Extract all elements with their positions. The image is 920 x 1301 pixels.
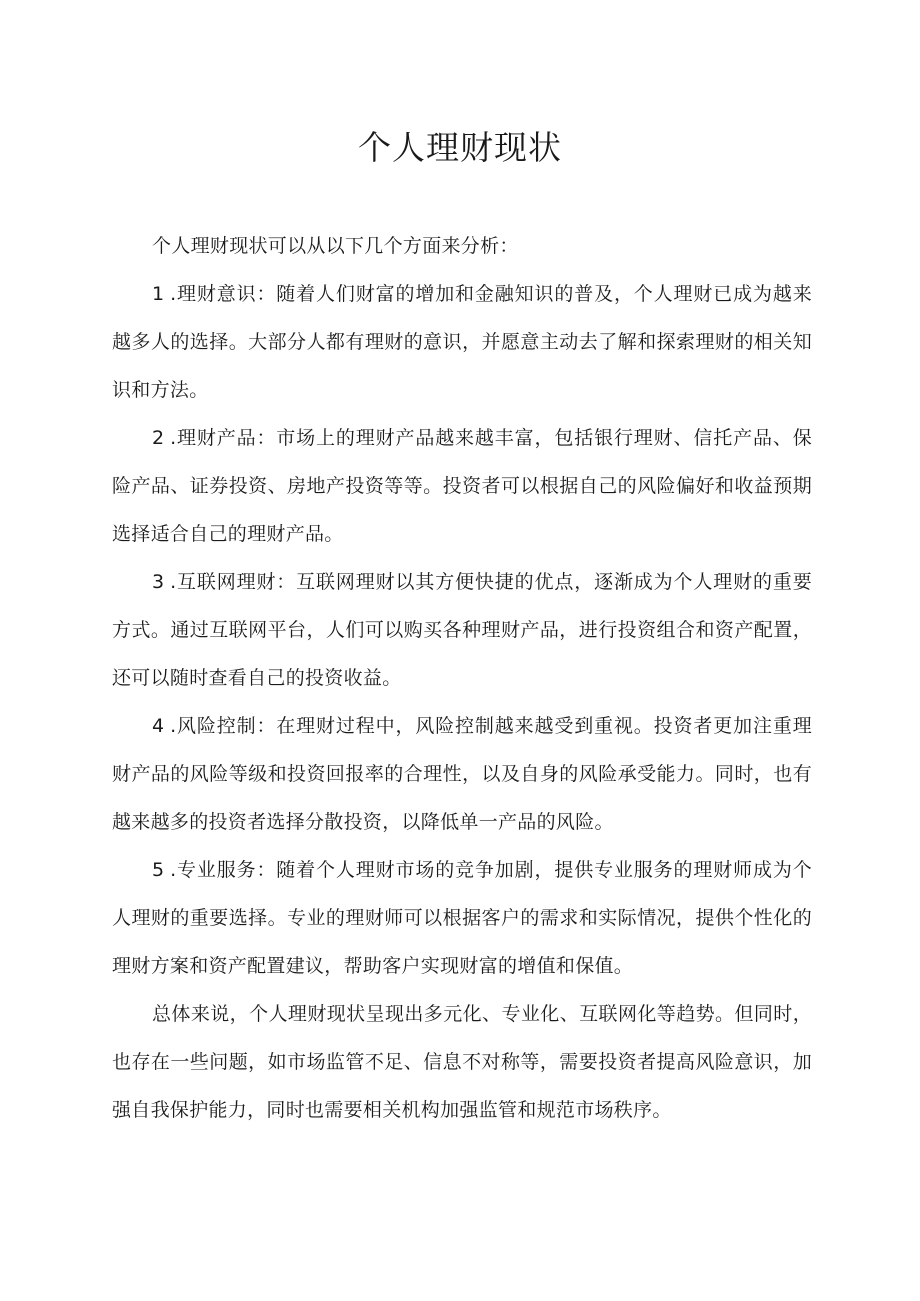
item-number: 4 [152,715,171,737]
item-number: 2 [152,427,171,449]
document-body [112,222,812,1134]
item-text: .风险控制：在理财过程中，风险控制越来越受到重视。投资者更加注重理财产品的风险等级和投资回报率的合理性，以及自身的风险承受能力。同时，也有越来越多的投资者选择分散投资，以降低单一产品的风险。 [112,715,812,833]
list-item-3 [112,558,812,702]
list-item-1 [112,270,812,414]
list-item-4 [112,702,812,846]
item-number: 5 [152,859,171,881]
intro-paragraph: 个人理财现状可以从以下几个方面来分析： [152,235,519,257]
page-title: 个人理财现状 [358,128,562,167]
list-item-5 [112,846,812,990]
item-number: 3 [152,571,171,593]
item-text: .理财产品：市场上的理财产品越来越丰富，包括银行理财、信托产品、保险产品、证券投资、房地产投资等等。投资者可以根据自己的风险偏好和收益预期选择适合自己的理财产品。 [112,427,812,545]
list-item-2 [112,414,812,558]
conclusion-paragraph: 总体来说，个人理财现状呈现出多元化、专业化、互联网化等趋势。但同时，也存在一些问题，如市场监管不足、信息不对称等，需要投资者提高风险意识，加强自我保护能力，同时也需要相关机构加强监管和规范市场秩序。 [112,1003,812,1121]
item-number: 1 [152,283,171,305]
item-text: .互联网理财：互联网理财以其方便快捷的优点，逐渐成为个人理财的重要方式。通过互联网平台，人们可以购买各种理财产品，进行投资组合和资产配置，还可以随时查看自己的投资收益。 [112,571,812,689]
item-text: .专业服务：随着个人理财市场的竞争加剧，提供专业服务的理财师成为个人理财的重要选择。专业的理财师可以根据客户的需求和实际情况，提供个性化的理财方案和资产配置建议，帮助客户实现财富的增值和保值。 [112,859,812,977]
item-text: .理财意识：随着人们财富的增加和金融知识的普及，个人理财已成为越来越多人的选择。大部分人都有理财的意识，并愿意主动去了解和探索理财的相关知识和方法。 [112,283,812,401]
